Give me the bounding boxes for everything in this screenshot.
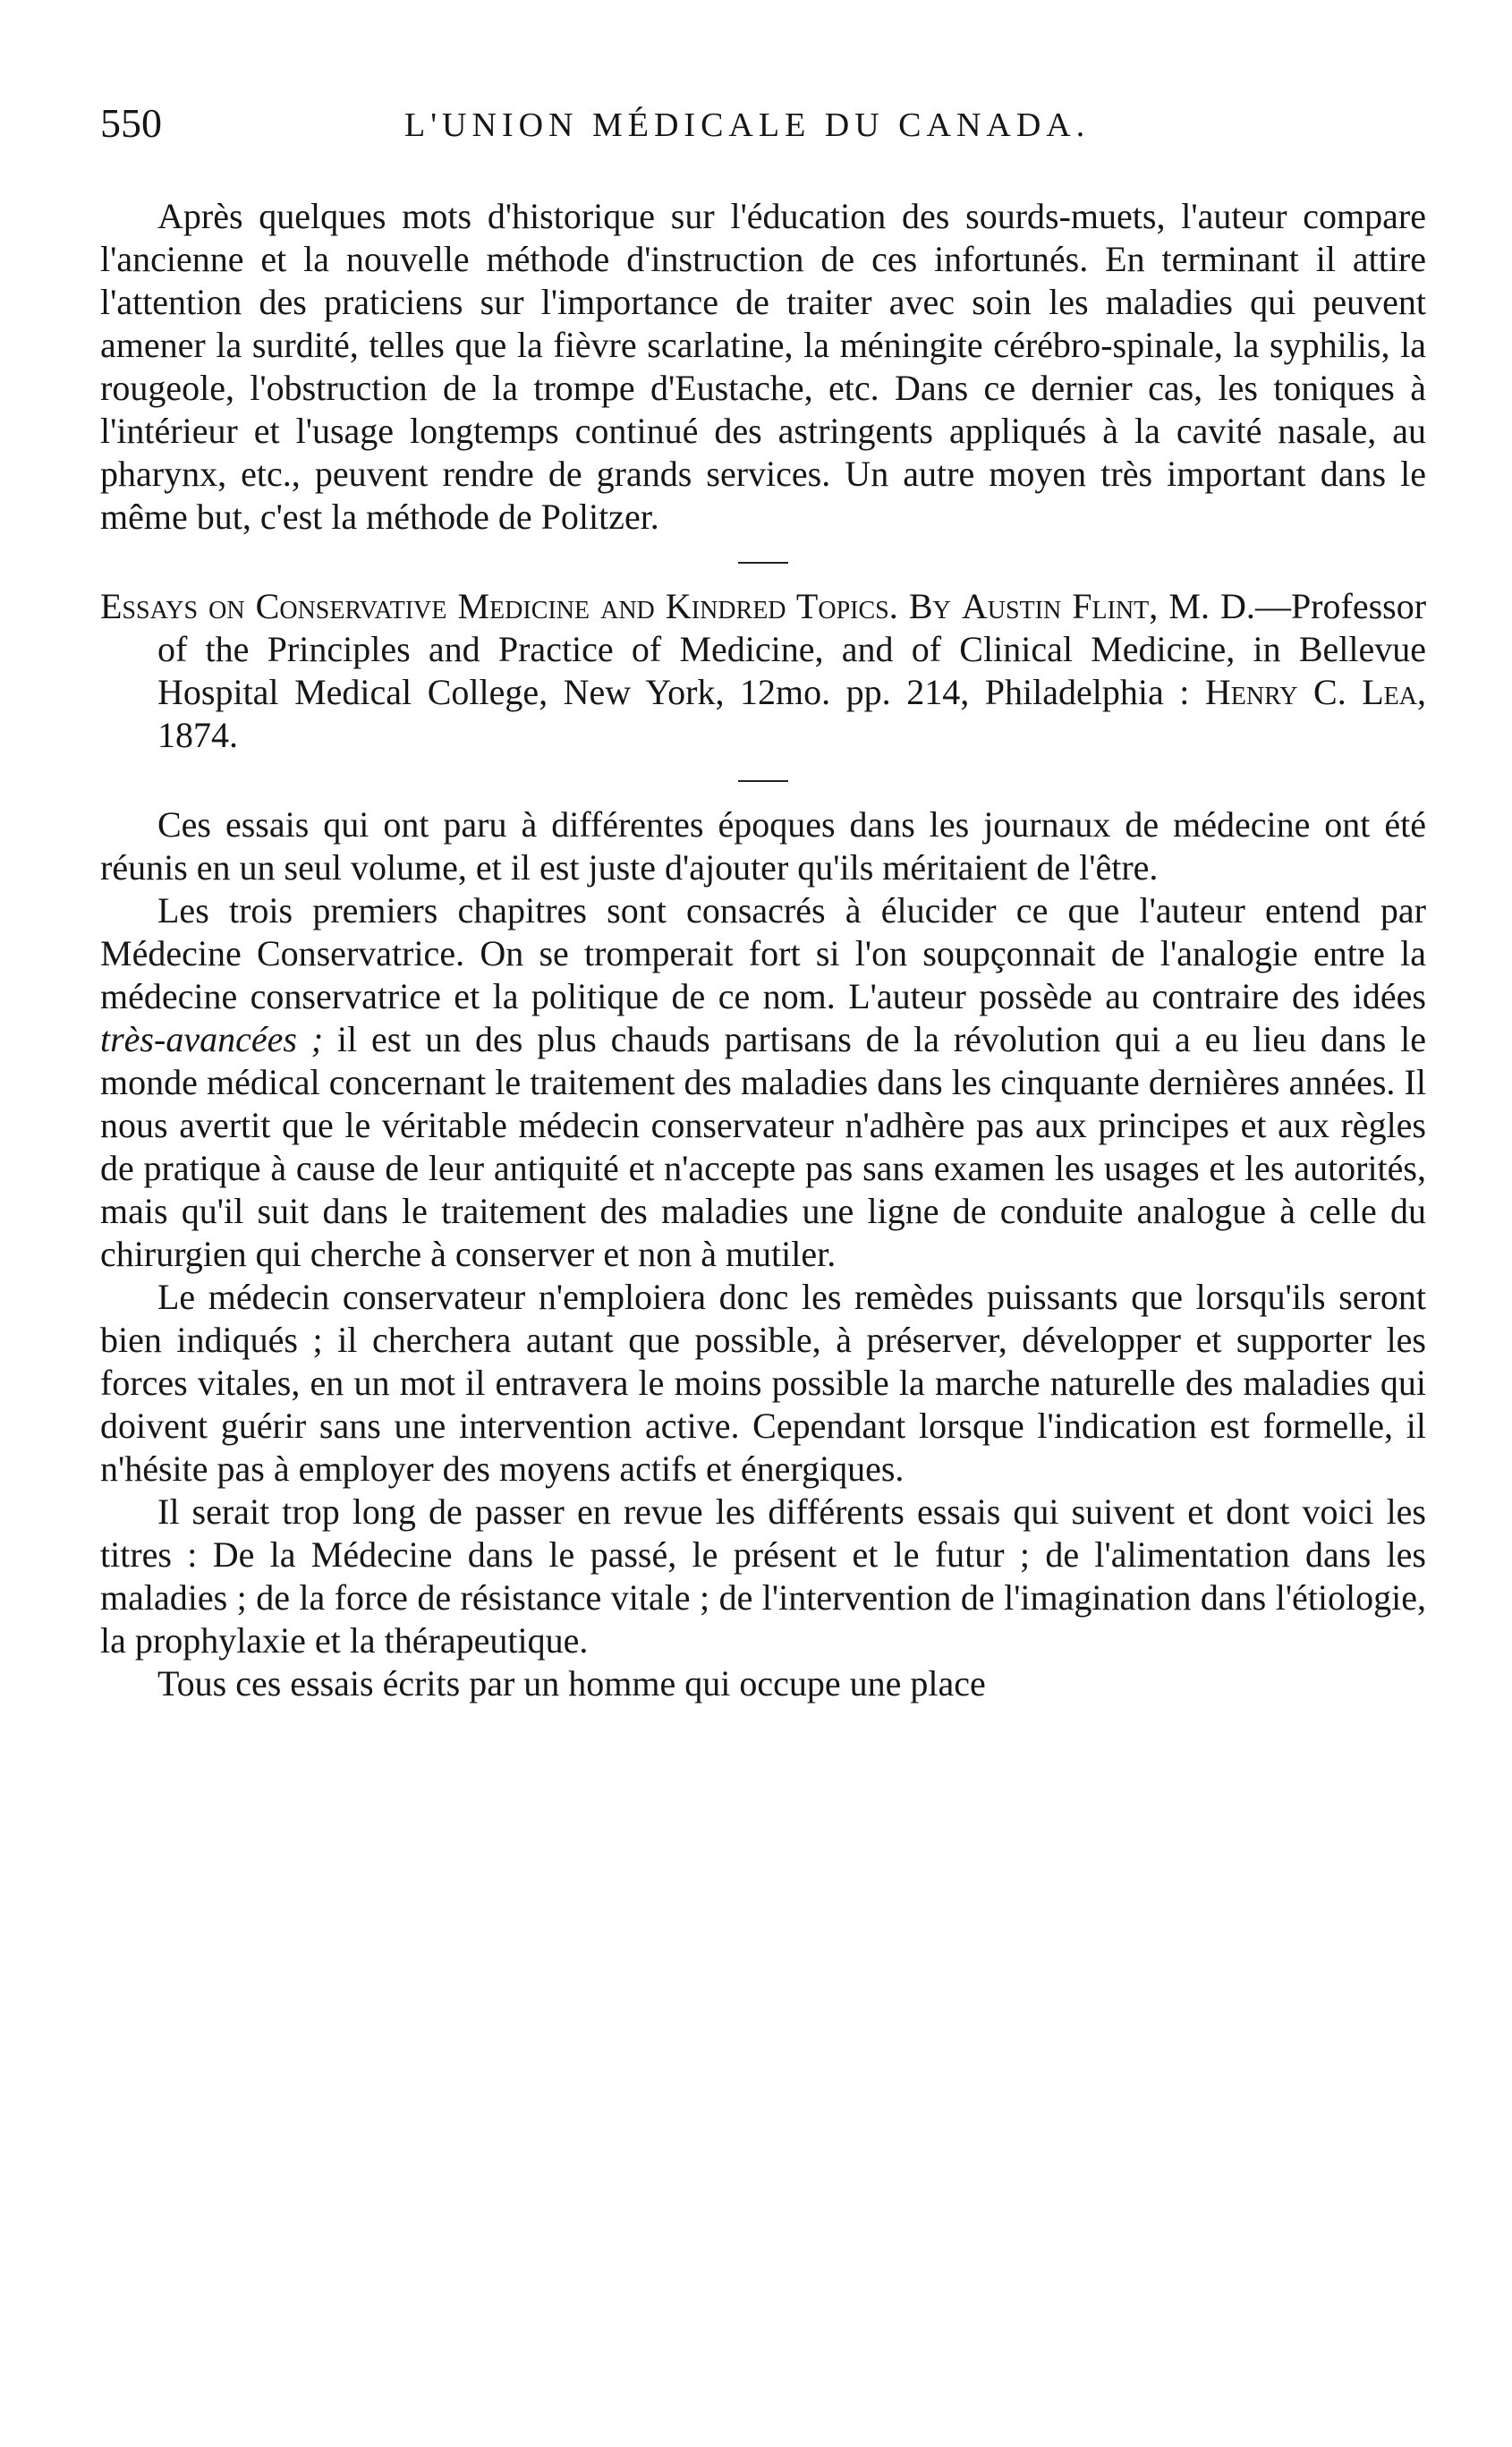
reference-title: Essays on Conservative Medicine and Kindred Topics. (100, 586, 898, 626)
paragraph-chapitres-text: Les trois premiers chapitres sont consacrés à élucider ce que l'auteur entend par Médecine Conservatrice. On se tromperait fort si l'on soupçonnait de l'analogie entre la médecine conservatrice et la politique de ce nom. L'auteur possède au contraire des idées (100, 890, 1426, 1016)
paragraph-medecin-conservateur: Le médecin conservateur n'emploiera donc les remèdes puissants que lorsqu'ils seront bien indiqués ; il cherchera autant que possible, à préserver, développer et supporter les forces vitales, en un mot il entravera le moins possible la marche naturelle des maladies qui doivent guérir sans une intervention active. Cependant lorsque l'indication est formelle, il n'hésite pas à employer des moyens actifs et énergiques. (100, 1277, 1426, 1489)
section-divider (738, 562, 788, 564)
running-title: L'UNION MÉDICALE DU CANADA. (404, 106, 1091, 144)
paragraph-chapitres-text: il est un des plus chauds partisans de la révolution qui a eu lieu dans le monde médical concernant le traitement des maladies dans les cinquante dernières années. Il nous avertit que le véritable médecin conservateur n'adhère pas aux principes et aux règles de pratique à cause de leur antiquité et n'accepte pas sans examen les usages et les autorités, mais qu'il suit dans le traitement des maladies une ligne de conduite analogue à celle du chirurgien qui cherche à conserver et non à mutiler. (100, 1019, 1427, 1274)
reference-by: By (908, 586, 951, 626)
paragraph-tous-ces-essais: Tous ces essais écrits par un homme qui occupe une place (157, 1663, 986, 1704)
reference-details: —Professor of the Principles and Practice of Medicine, and of Clinical Medicine, in Bellevue Hospital Medical College, New York, 12mo. pp. 214, Philadelphia : (157, 586, 1427, 712)
page-number: 550 (100, 100, 162, 146)
document-body (100, 195, 1426, 1705)
paragraph-chapitres (100, 889, 1426, 1276)
section-divider (738, 780, 788, 782)
reference-publisher: Henry C. Lea, 1874. (157, 672, 1426, 755)
reference-author: Austin Flint, M. D. (961, 586, 1255, 626)
book-reference (100, 585, 1426, 757)
page-header (100, 97, 1426, 150)
paragraph-essais: Ces essais qui ont paru à différentes époques dans les journaux de médecine ont été réunis en un seul volume, et il est juste d'ajouter qu'ils méritaient de l'être. (100, 804, 1426, 888)
paragraph-titres: Il serait trop long de passer en revue les différents essais qui suivent et dont voici les titres : De la Médecine dans le passé, le présent et le futur ; de l'alimentation dans les maladies ; de la force de résistance vitale ; de l'intervention de l'imagination dans l'étiologie, la prophylaxie et la thérapeutique. (100, 1491, 1426, 1661)
paragraph-sourds-muets: Après quelques mots d'historique sur l'éducation des sourds-muets, l'auteur compare l'ancienne et la nouvelle méthode d'instruction de ces infortunés. En terminant il attire l'attention des praticiens sur l'importance de traiter avec soin les maladies qui peuvent amener la surdité, telles que la fièvre scarlatine, la méningite cérébro-spinale, la syphilis, la rougeole, l'obstruction de la trompe d'Eustache, etc. Dans ce dernier cas, les toniques à l'intérieur et l'usage longtemps continué des astringents appliqués à la cavité nasale, au pharynx, etc., peuvent rendre de grands services. Un autre moyen très important dans le même but, c'est la méthode de Politzer. (100, 196, 1426, 537)
paragraph-chapitres-italic: très-avancées ; (100, 1019, 324, 1059)
